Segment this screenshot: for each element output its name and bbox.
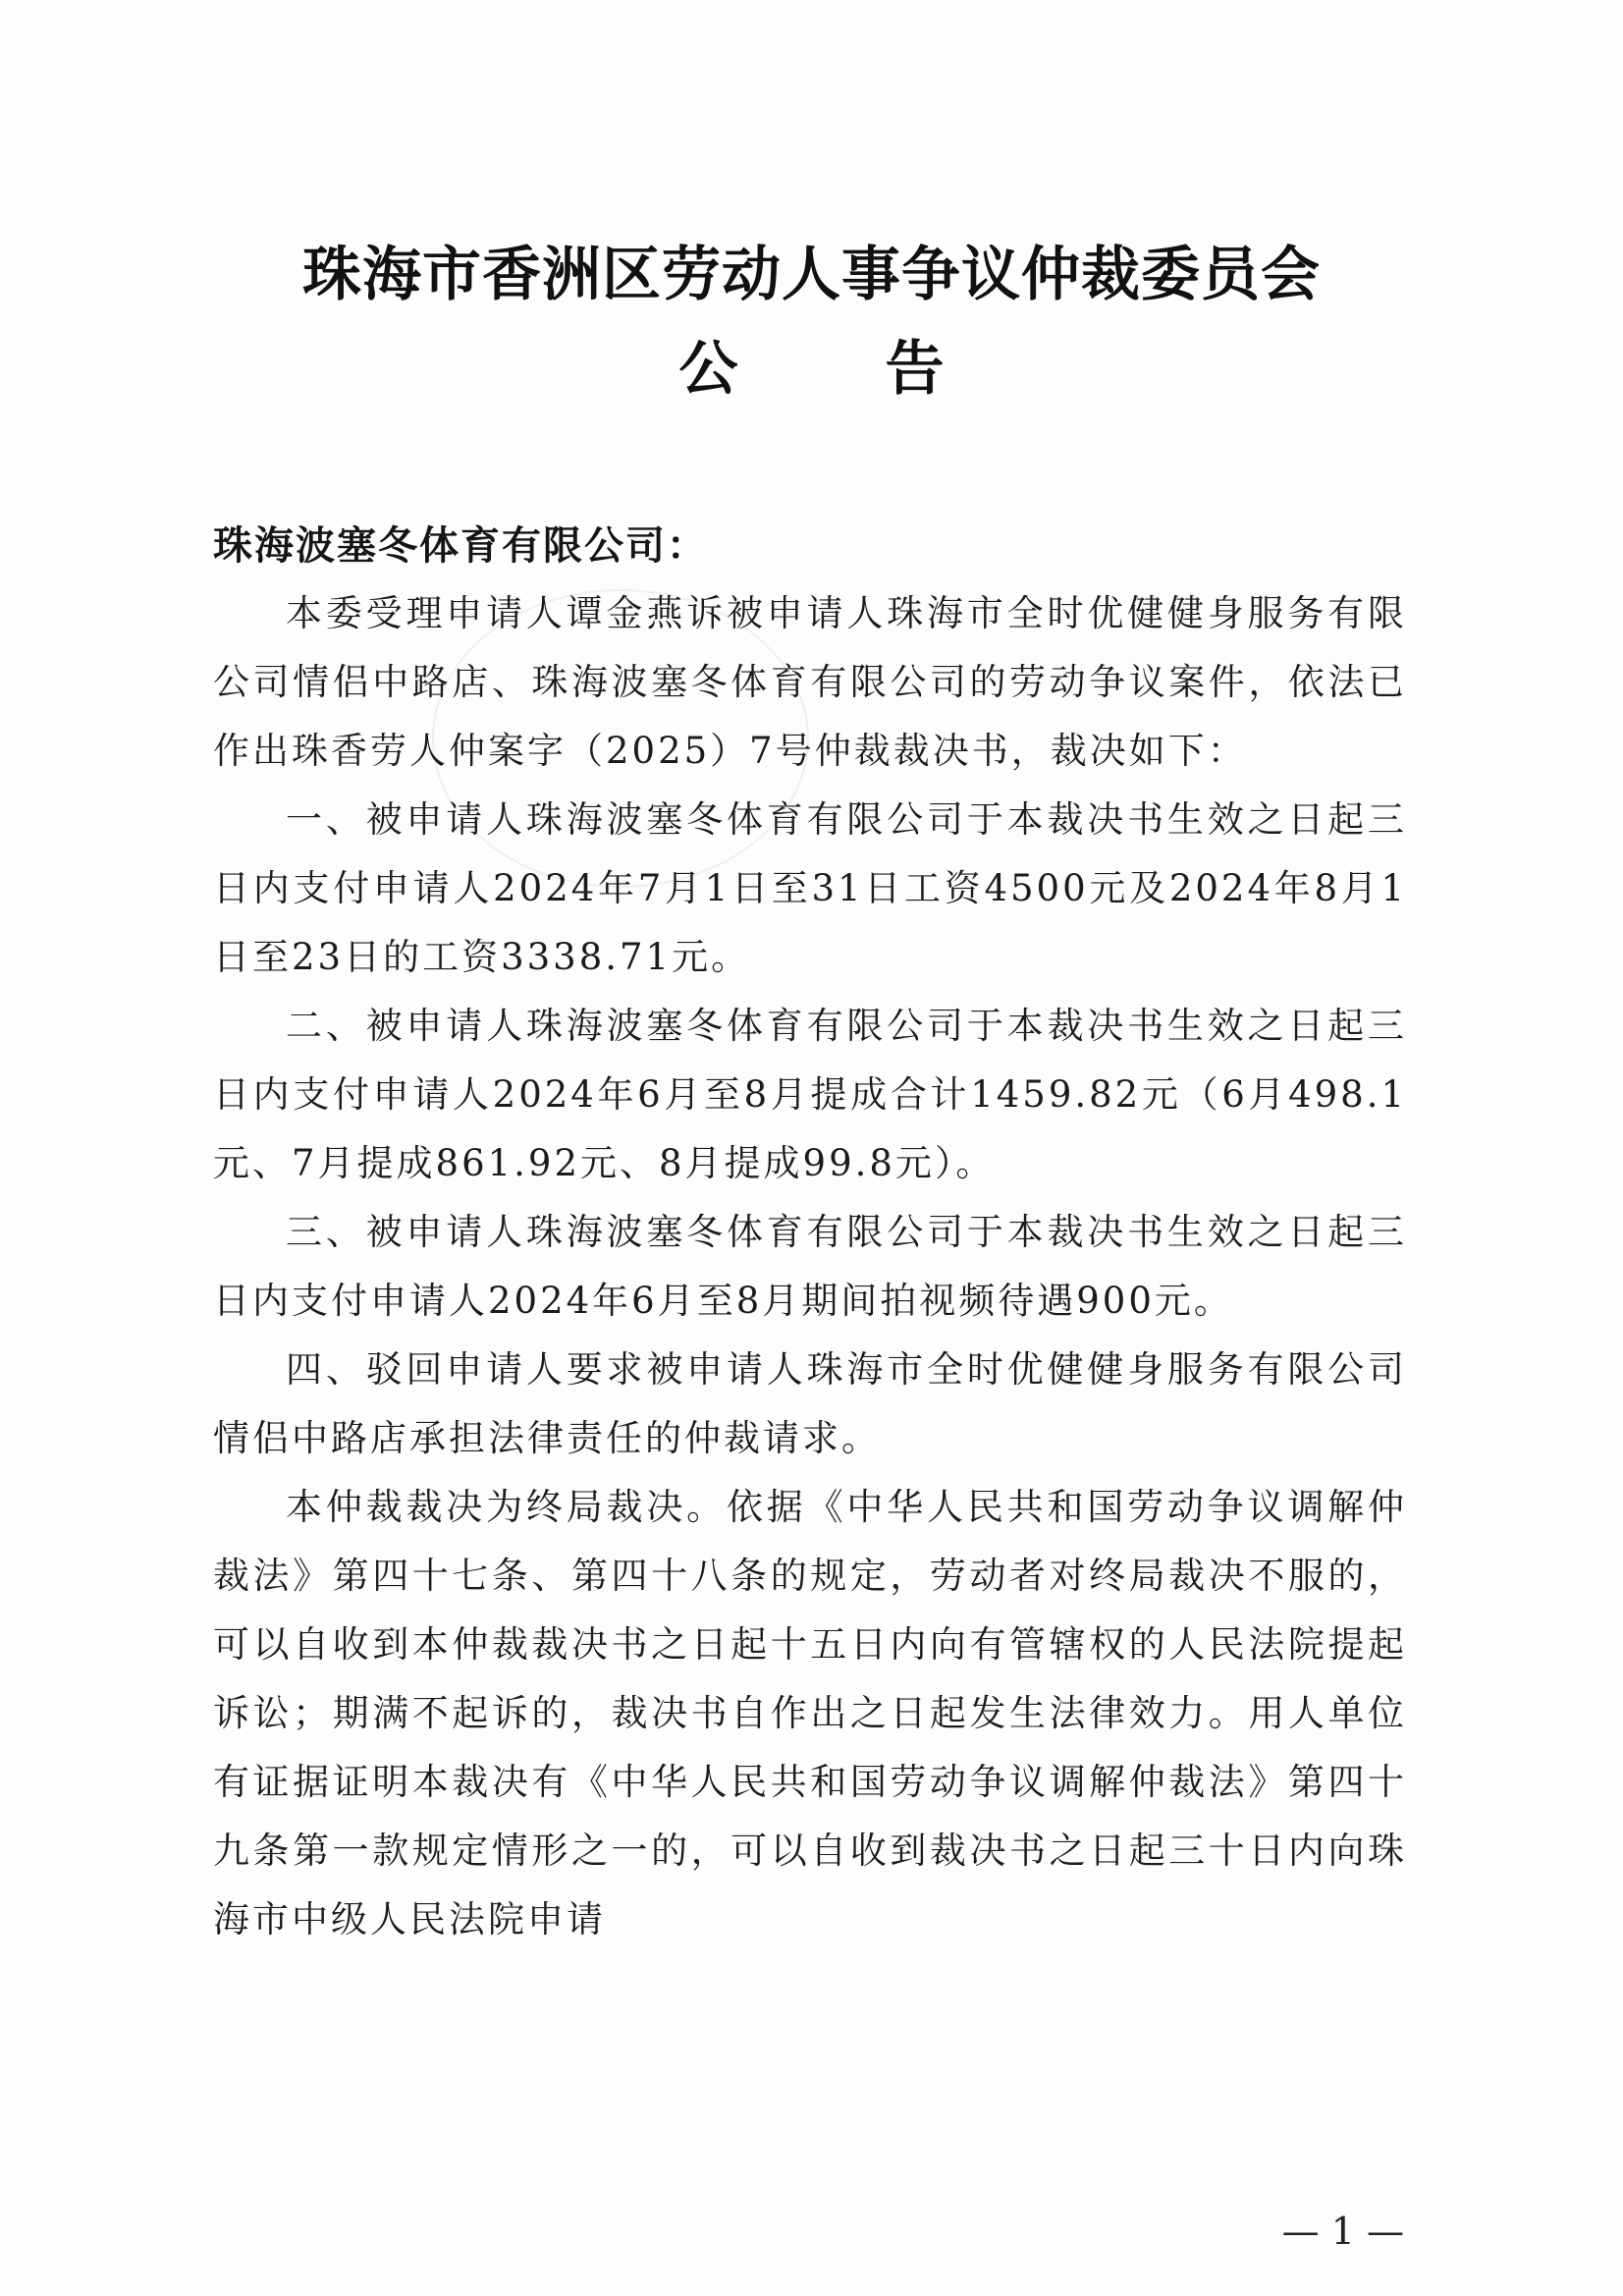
- subtitle-char-gong: 公: [678, 335, 738, 404]
- recipient-line: 珠海波塞冬体育有限公司：: [213, 522, 708, 569]
- paragraph-ruling-4: 四、驳回申请人要求被申请人珠海市全时优健健身服务有限公司情侣中路店承担法律责任的仲裁请求。: [213, 1348, 1407, 1459]
- subtitle-char-gao: 告: [885, 335, 945, 404]
- document-subtitle: [0, 322, 1623, 407]
- document-body: [213, 579, 1407, 1954]
- document-title: 珠海市香洲区劳动人事争议仲裁委员会: [302, 241, 1321, 309]
- page-number: — 1 —: [1281, 2210, 1404, 2253]
- paragraph-ruling-1: 一、被申请人珠海波塞冬体育有限公司于本裁决书生效之日起三日内支付申请人2024年7月1日至31日工资4500元及2024年8月1日至23日的工资3338.71元。: [213, 798, 1407, 978]
- paragraph-ruling-3: 三、被申请人珠海波塞冬体育有限公司于本裁决书生效之日起三日内支付申请人2024年6月至8月期间拍视频待遇900元。: [213, 1211, 1407, 1322]
- paragraph-ruling-2: 二、被申请人珠海波塞冬体育有限公司于本裁决书生效之日起三日内支付申请人2024年6月至8月提成合计1459.82元（6月498.1元、7月提成861.92元、8月提成99.8元）。: [213, 1005, 1407, 1184]
- paragraph-legal-notice: 本仲裁裁决为终局裁决。依据《中华人民共和国劳动争议调解仲裁法》第四十七条、第四十八条的规定，劳动者对终局裁决不服的，可以自收到本仲裁裁决书之日起十五日内向有管辖权的人民法院提起诉讼；期满不起诉的，裁决书自作出之日起发生法律效力。用人单位有证据证明本裁决有《中华人民共和国劳动争议调解仲裁法》第四十九条第一款规定情形之一的，可以自收到裁决书之日起三十日内向珠海市中级人民法院申请: [213, 1486, 1407, 1941]
- paragraph-intro: 本委受理申请人谭金燕诉被申请人珠海市全时优健健身服务有限公司情侣中路店、珠海波塞冬体育有限公司的劳动争议案件，依法已作出珠香劳人仲案字（2025）7号仲裁裁决书，裁决如下：: [213, 592, 1407, 772]
